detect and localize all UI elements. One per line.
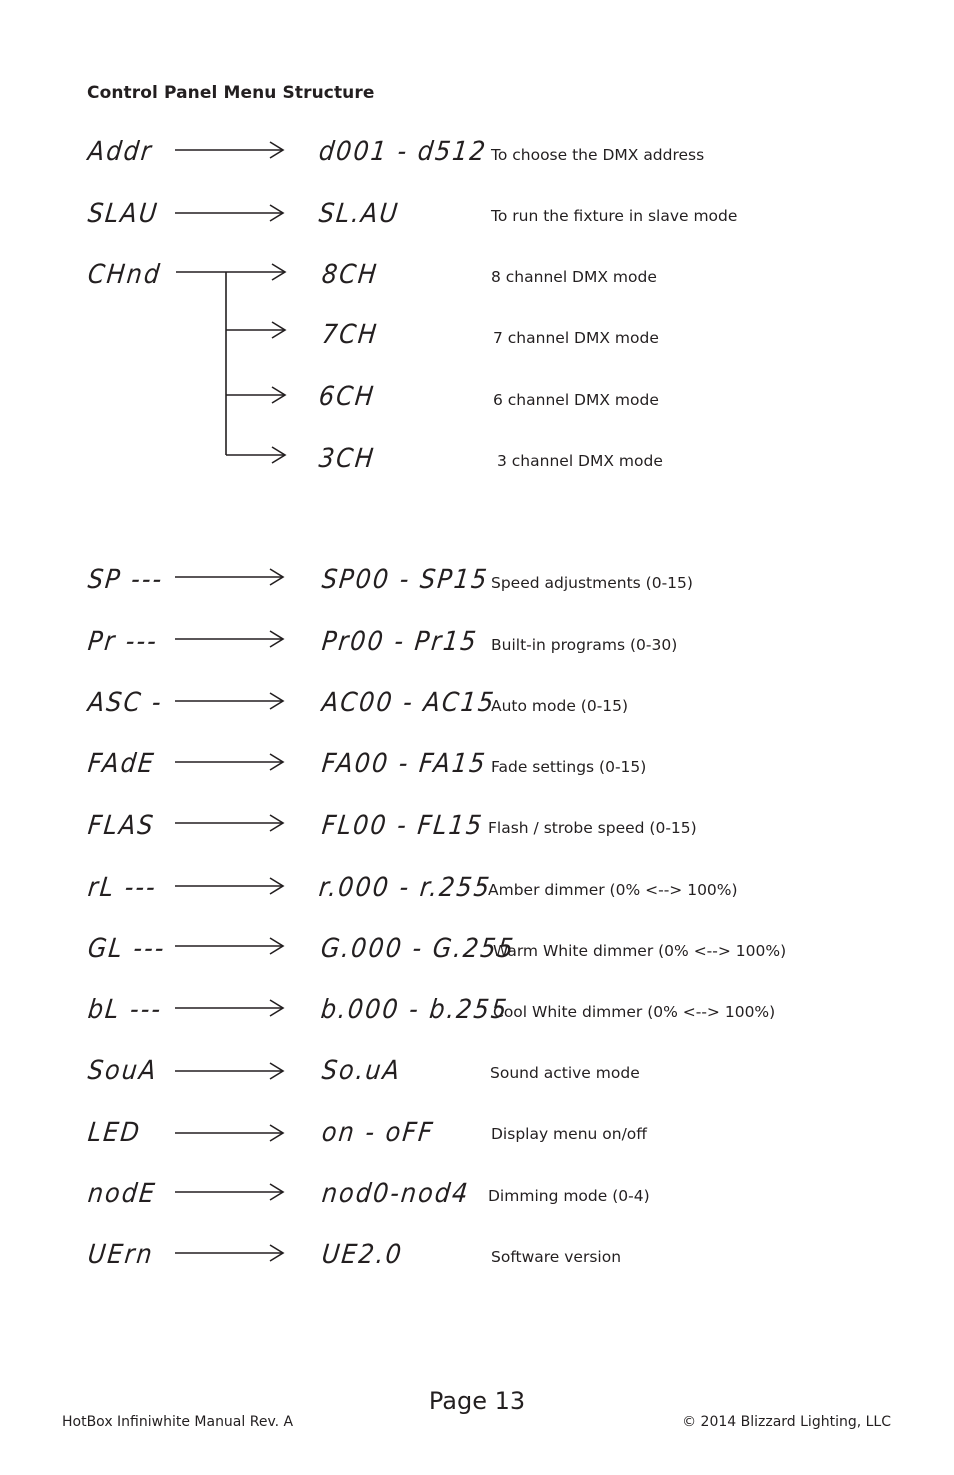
arrow-icon — [172, 812, 288, 834]
menu-description-gl: Warm White dimmer (0% <--> 100%) — [493, 942, 787, 960]
menu-value-rl: r.000 - r.255 — [317, 871, 493, 903]
arrow-icon — [172, 997, 288, 1019]
menu-value-vern: UE2.0 — [320, 1238, 405, 1270]
menu-code-led: LED — [86, 1116, 143, 1148]
footer-manual-title: HotBox Infiniwhite Manual Rev. A — [62, 1414, 294, 1430]
menu-description-node: Dimming mode (0-4) — [488, 1187, 650, 1205]
menu-value-node: nod0-nod4 — [320, 1177, 472, 1209]
menu-description-bl: Cool White dimmer (0% <--> 100%) — [493, 1003, 776, 1021]
menu-value-bl: b.000 - b.255 — [319, 993, 510, 1025]
menu-value-pr: Pr00 - Pr15 — [320, 625, 480, 657]
menu-code-slau: SLAU — [86, 197, 161, 229]
arrow-icon — [172, 202, 288, 224]
menu-value-led: on - oFF — [320, 1116, 436, 1148]
arrow-icon — [172, 628, 288, 650]
menu-code-soua: SouA — [86, 1054, 160, 1086]
menu-code-node: nodE — [86, 1177, 158, 1209]
arrow-icon — [172, 1181, 288, 1203]
channel-description-6ch: 6 channel DMX mode — [493, 391, 659, 409]
menu-value-asc: AC00 - AC15 — [320, 686, 497, 718]
menu-code-asc: ASC - — [86, 686, 165, 718]
arrow-icon — [172, 1242, 288, 1264]
arrow-icon — [172, 1060, 288, 1082]
menu-description-rl: Amber dimmer (0% <--> 100%) — [488, 881, 738, 899]
menu-code-sp: SP --- — [86, 563, 165, 595]
arrow-icon — [172, 935, 288, 957]
menu-code-rl: rL --- — [86, 871, 159, 903]
menu-code-vern: UErn — [86, 1238, 156, 1270]
menu-value-gl: G.000 - G.255 — [319, 932, 517, 964]
menu-description-flas: Flash / strobe speed (0-15) — [488, 819, 697, 837]
footer-copyright: © 2014 Blizzard Lighting, LLC — [682, 1414, 891, 1430]
menu-code-fade: FAdE — [86, 747, 157, 779]
menu-description-vern: Software version — [491, 1248, 622, 1266]
menu-code-bl: bL --- — [86, 993, 164, 1025]
arrow-icon — [172, 566, 288, 588]
channel-option-6ch: 6CH — [317, 380, 377, 412]
arrow-icon — [172, 751, 288, 773]
menu-description-pr: Built-in programs (0-30) — [491, 636, 678, 654]
menu-description-addr: To choose the DMX address — [491, 146, 705, 164]
section-title: Control Panel Menu Structure — [87, 83, 375, 103]
arrow-icon — [172, 1122, 288, 1144]
menu-code-chnd: CHnd — [86, 258, 163, 290]
arrow-icon — [172, 690, 288, 712]
channel-description-3ch: 3 channel DMX mode — [497, 452, 663, 470]
menu-value-fade: FA00 - FA15 — [320, 747, 489, 779]
menu-code-gl: GL --- — [86, 932, 168, 964]
menu-description-asc: Auto mode (0-15) — [491, 697, 629, 715]
channel-description-7ch: 7 channel DMX mode — [493, 329, 659, 347]
menu-value-sp: SP00 - SP15 — [320, 563, 491, 595]
arrow-icon — [172, 875, 288, 897]
menu-description-soua: Sound active mode — [490, 1064, 640, 1082]
menu-value-slau: SL.AU — [317, 197, 401, 229]
page-number: Page 13 — [428, 1387, 526, 1415]
menu-description-led: Display menu on/off — [491, 1125, 647, 1143]
channel-option-8ch: 8CH — [320, 258, 380, 290]
channel-option-3ch: 3CH — [317, 442, 377, 474]
menu-description-fade: Fade settings (0-15) — [491, 758, 647, 776]
menu-description-sp: Speed adjustments (0-15) — [491, 574, 693, 592]
menu-value-addr: d001 - d512 — [317, 135, 489, 167]
channel-option-7ch: 7CH — [320, 318, 380, 350]
menu-value-soua: So.uA — [320, 1054, 403, 1086]
menu-code-addr: Addr — [86, 135, 155, 167]
arrow-icon — [172, 139, 288, 161]
channel-description-8ch: 8 channel DMX mode — [491, 268, 657, 286]
branch-arrows-icon — [172, 258, 292, 468]
menu-code-flas: FLAS — [86, 809, 157, 841]
menu-value-flas: FL00 - FL15 — [320, 809, 485, 841]
menu-description-slau: To run the fixture in slave mode — [491, 207, 738, 225]
menu-code-pr: Pr --- — [86, 625, 160, 657]
